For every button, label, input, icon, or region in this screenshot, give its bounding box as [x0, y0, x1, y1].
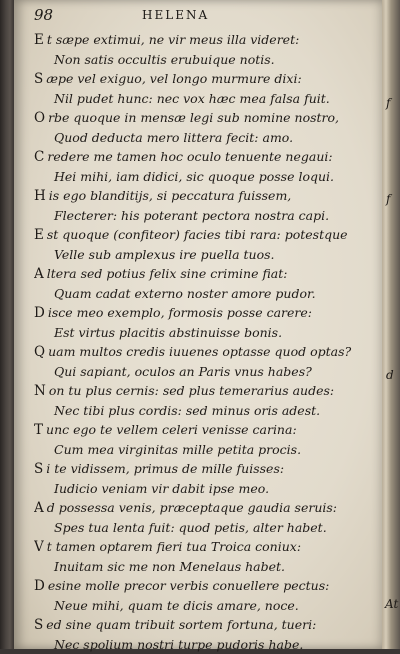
verse-line [34, 615, 374, 635]
verse-line [34, 537, 374, 557]
verse-line [34, 635, 374, 654]
verse-line [34, 518, 374, 538]
margin-mark: d [386, 368, 394, 382]
verse-line [34, 50, 374, 70]
verse-text: ltera sed potius felix sine crimine fiat: [47, 266, 288, 281]
running-title: HELENA [142, 8, 209, 22]
verse-line [34, 245, 374, 265]
verse-line [34, 596, 374, 616]
verse-line [34, 459, 374, 479]
verse-text: Est virtus placitis abstinuisse bonis. [54, 325, 282, 340]
verse-text: Neue mihi, quam te dicis amare, noce. [54, 598, 299, 613]
verse-line [34, 420, 374, 440]
verse-text: redere me tamen hoc oculo tenuente negaui: [47, 149, 332, 164]
verse-text: Velle sub amplexus ire puella tuos. [54, 247, 274, 262]
verse-text: st quoque (confiteor) facies tibi rara: potestque [47, 227, 348, 242]
verse-line [34, 206, 374, 226]
verse-line [34, 362, 374, 382]
verse-line [34, 147, 374, 167]
verse-line [34, 264, 374, 284]
verse-text: uam multos credis iuuenes optasse quod optas? [48, 344, 351, 359]
verse-text: t tamen optarem fieri tua Troica coniux: [47, 539, 301, 554]
poem-text [34, 30, 374, 654]
verse-initial: S [34, 461, 43, 477]
verse-line [34, 30, 374, 50]
verse-text: Flecterer: his poterant pectora nostra capi. [54, 208, 329, 223]
verse-line [34, 323, 374, 343]
verse-line [34, 108, 374, 128]
verse-initial: Q [34, 344, 45, 360]
verse-line [34, 576, 374, 596]
verse-line [34, 284, 374, 304]
verse-text: ed sine quam tribuit sortem fortuna, tueri: [46, 617, 316, 632]
verse-text: rbe quoque in mensæ legi sub nomine nostro, [48, 110, 339, 125]
verse-text: d possessa venis, præceptaque gaudia seruis: [47, 500, 337, 515]
verse-initial: S [34, 617, 43, 633]
verse-initial: D [34, 305, 45, 321]
verse-initial: E [34, 227, 44, 243]
verse-text: Qui sapiant, oculos an Paris vnus habes? [54, 364, 312, 379]
verse-line [34, 128, 374, 148]
verse-text: æpe vel exiguo, vel longo murmure dixi: [46, 71, 301, 86]
verse-text: Iudicio veniam vir dabit ipse meo. [54, 481, 269, 496]
verse-line [34, 342, 374, 362]
verse-line [34, 186, 374, 206]
verse-text: isce meo exemplo, formosis posse carere: [48, 305, 312, 320]
verse-initial: A [34, 500, 44, 516]
verse-text: Spes tua lenta fuit: quod petis, alter habet. [54, 520, 327, 535]
book-page [14, 0, 382, 649]
verse-line [34, 557, 374, 577]
verse-initial: D [34, 578, 45, 594]
verse-text: Hei mihi, iam didici, sic quoque posse loqui. [54, 169, 334, 184]
verse-text: Non satis occultis erubuique notis. [54, 52, 275, 67]
verse-line [34, 69, 374, 89]
verse-line [34, 440, 374, 460]
margin-mark: f [386, 192, 390, 206]
verse-initial: N [34, 383, 46, 399]
verse-line [34, 303, 374, 323]
verse-initial: S [34, 71, 43, 87]
verse-initial: C [34, 149, 44, 165]
verse-text: Cum mea virginitas mille petita procis. [54, 442, 301, 457]
facing-page-edge [382, 0, 400, 649]
verse-line [34, 498, 374, 518]
verse-line [34, 381, 374, 401]
verse-line [34, 225, 374, 245]
verse-initial: H [34, 188, 46, 204]
verse-text: on tu plus cernis: sed plus temerarius audes: [49, 383, 334, 398]
verse-line [34, 401, 374, 421]
verse-text: t sæpe extimui, ne vir meus illa videret: [47, 32, 299, 47]
verse-line [34, 89, 374, 109]
verse-text: Quam cadat externo noster amore pudor. [54, 286, 316, 301]
verse-text: is ego blanditijs, si peccatura fuissem, [49, 188, 292, 203]
verse-text: Quod deducta mero littera fecit: amo. [54, 130, 293, 145]
verse-initial: V [34, 539, 44, 555]
verse-text: unc ego te vellem celeri venisse carina: [46, 422, 297, 437]
verse-text: Nec tibi plus cordis: sed minus oris adest. [54, 403, 320, 418]
margin-mark: At [385, 597, 398, 611]
verse-initial: A [34, 266, 44, 282]
page-number: 98 [34, 6, 53, 24]
verse-initial: E [34, 32, 44, 48]
verse-line [34, 167, 374, 187]
verse-text: Nec spolium nostri turpe pudoris habe. [54, 637, 303, 652]
verse-text: Inuitam sic me non Menelaus habet. [54, 559, 285, 574]
verse-line [34, 479, 374, 499]
verse-text: esine molle precor verbis conuellere pectus: [48, 578, 330, 593]
verse-text: Nil pudet hunc: nec vox hæc mea falsa fuit. [54, 91, 330, 106]
verse-initial: T [34, 422, 43, 438]
verse-text: i te vidissem, primus de mille fuisses: [46, 461, 284, 476]
margin-mark: f [386, 96, 390, 110]
verse-initial: O [34, 110, 45, 126]
